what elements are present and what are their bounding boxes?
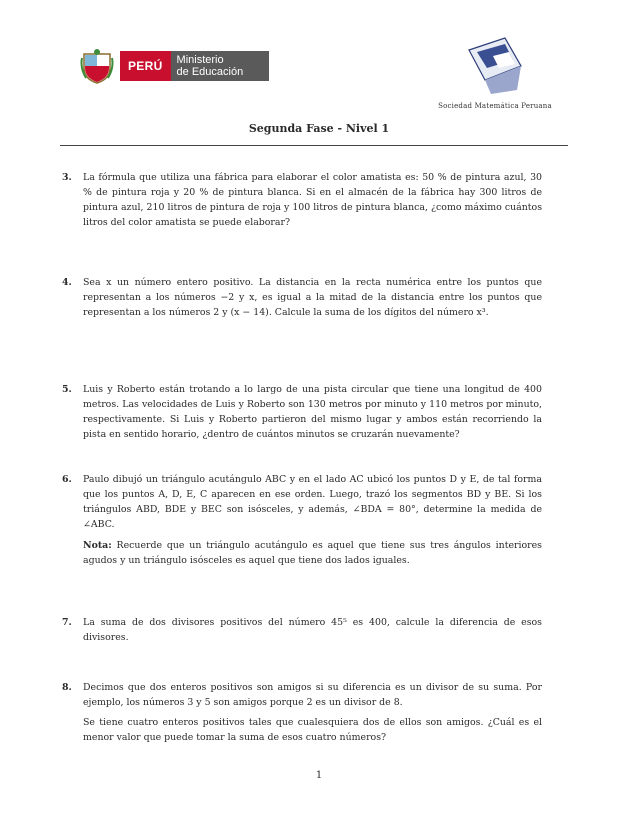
note-label: Nota: [83, 540, 112, 551]
problem-5 [62, 382, 542, 442]
peru-badge [120, 51, 269, 81]
ministry-line-1: Ministerio [176, 54, 224, 66]
problem-text: Decimos que dos enteros positivos son amigos si su diferencia es un divisor de su suma. Por ejemplo, los números 3 y 5 son amigos porque 2 es un divisor de 8. [83, 682, 542, 708]
problem-text: Sea x un número entero positivo. La distancia en la recta numérica entre los puntos que representan a los números −2 y x, es igual a la mitad de la distancia entre los puntos que representan a los números 2 y (x − 14). Calcule la suma de los dígitos del número x³. [83, 277, 542, 318]
problem-text: Paulo dibujó un triángulo acutángulo ABC y en el lado AC ubicó los puntos D y E, de tal forma que los puntos A, D, E, C aparecen en ese orden. Luego, trazó los segmentos BD y BE. Si los triángulos ABD, BDE y BEC son isósceles, y además, ∠BDA = 80°, determine la medida de ∠ABC. [83, 474, 542, 530]
smp-emblem-icon [465, 36, 525, 96]
ministry-label [171, 51, 270, 81]
problem-7 [62, 615, 542, 645]
problem-text-2: Se tiene cuatro enteros positivos tales que cualesquiera dos de ellos son amigos. ¿Cuál es el menor valor que puede tomar la suma de esos cuatro números? [83, 717, 542, 743]
problem-body [83, 680, 542, 745]
problem-3 [62, 170, 542, 230]
problem-number: 6. [62, 474, 72, 485]
page-title: Segunda Fase - Nivel 1 [248, 122, 390, 135]
minedu-logo [80, 48, 269, 84]
smp-logo [430, 36, 560, 110]
problem-4 [62, 275, 542, 320]
problem-body [83, 472, 542, 568]
problem-number: 7. [62, 617, 72, 628]
problem-8 [62, 680, 542, 745]
problem-text: Luis y Roberto están trotando a lo largo de una pista circular que tiene una longitud de 400 metros. Las velocidades de Luis y Roberto son 130 metros por minuto y 110 metros por minuto, respectivamente. Si Luis y Roberto partieron del mismo lugar y ambos están recorriendo la pista en sentido horario, ¿dentro de cuántos minutos se cruzarán nuevamente? [83, 384, 542, 440]
problem-note [83, 538, 542, 568]
problem-number: 5. [62, 384, 72, 395]
problem-number: 8. [62, 682, 72, 693]
ministry-line-2: de Educación [176, 66, 244, 78]
problem-number: 4. [62, 277, 72, 288]
problem-text: La suma de dos divisores positivos del número 45⁵ es 400, calcule la diferencia de esos divisores. [83, 617, 542, 643]
note-text: Recuerde que un triángulo acutángulo es aquel que tiene sus tres ángulos interiores agudos y un triángulo isósceles es aquel que tiene dos lados iguales. [83, 540, 542, 566]
society-name: Sociedad Matemática Peruana [438, 102, 552, 110]
title-divider [60, 145, 568, 146]
page-number: 1 [315, 770, 323, 781]
country-label: PERÚ [128, 59, 163, 73]
problem-text: La fórmula que utiliza una fábrica para elaborar el color amatista es: 50 % de pintura azul, 30 % de pintura roja y 20 % de pintura blanca. Si en el almacén de la fábrica hay 300 litros de pintura azul, 210 litros de pintura de roja y 100 litros de pintura blanca, ¿como máximo cuántos litros del color amatista se puede elaborar? [83, 172, 542, 228]
problem-6 [62, 472, 542, 568]
peru-coat-of-arms-icon [80, 48, 114, 84]
problem-number: 3. [62, 172, 72, 183]
